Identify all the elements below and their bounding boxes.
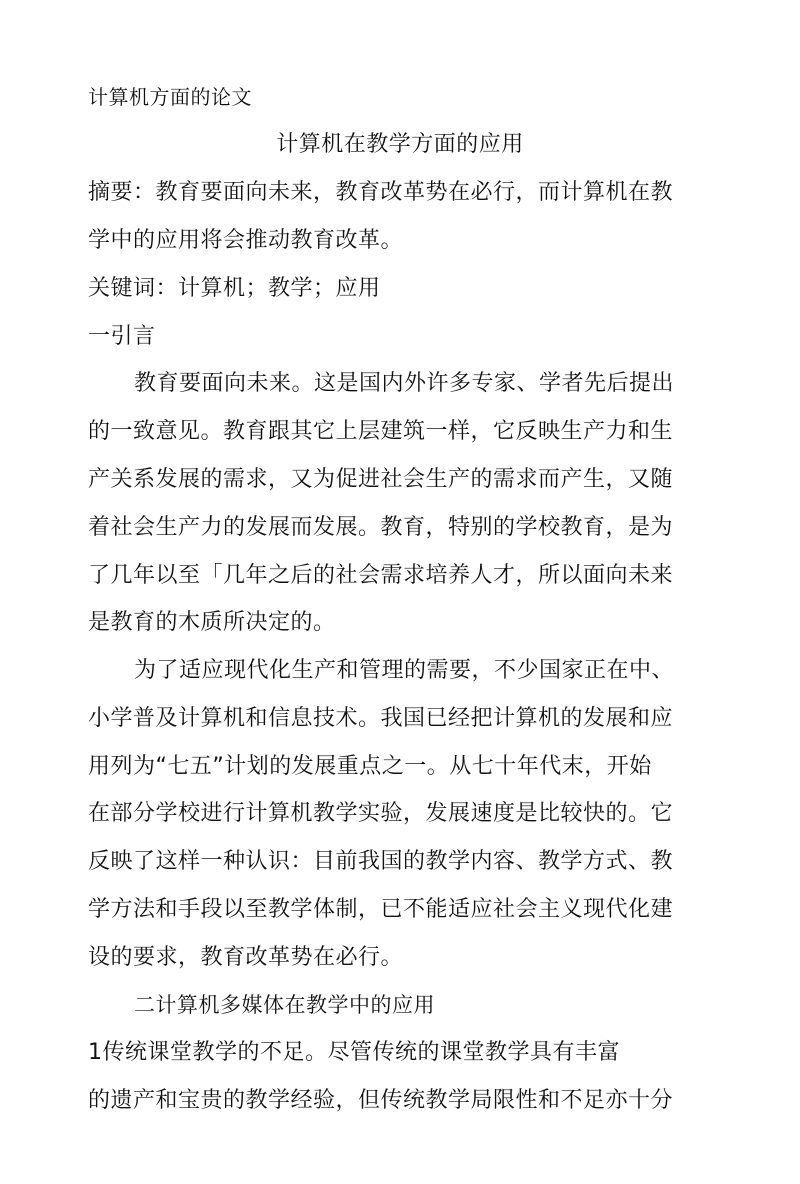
paragraph-line: 的一致意见。教育跟其它上层建筑一样，它反映生产力和生 — [88, 419, 674, 444]
keywords-line: 关键词：计算机；教学；应用 — [88, 276, 381, 301]
paragraph-line: 在部分学校进行计算机教学实验，发展速度是比较快的。它 — [88, 801, 674, 826]
paragraph-line: 教育要面向未来。这是国内外许多专家、学者先后提出 — [134, 371, 675, 396]
paragraph-line: 了几年以至「几年之后的社会需求培养人才，所以面向未来 — [88, 563, 674, 588]
document-title: 计算机在教学方面的应用 — [276, 132, 524, 157]
section-heading-multimedia: 二计算机多媒体在教学中的应用 — [134, 993, 435, 1017]
document-header: 计算机方面的论文 — [88, 85, 252, 109]
abstract-line: 学中的应用将会推动教育改革。 — [88, 228, 404, 253]
paragraph-line: 产关系发展的需求，又为促进社会生产的需求而产生，又随 — [88, 467, 674, 492]
paragraph-line: 学方法和手段以至教学体制，已不能适应社会主义现代化建 — [88, 897, 674, 922]
paragraph-line: 设的要求，教育改革势在必行。 — [88, 945, 404, 970]
section-heading-intro: 一引言 — [88, 324, 156, 349]
paragraph-line: 1传统课堂教学的不足。尽管传统的课堂教学具有丰富 — [88, 1040, 620, 1065]
abstract-line: 摘要：教育要面向未来，教育改革势在必行，而计算机在教 — [88, 180, 674, 205]
paragraph-line: 反映了这样一种认识：目前我国的教学内容、教学方式、教 — [88, 849, 674, 874]
paragraph-line: 着社会生产力的发展而发展。教育，特别的学校教育，是为 — [88, 515, 674, 540]
paragraph-line: 为了适应现代化生产和管理的需要，不少国家正在中、 — [134, 658, 675, 683]
paragraph-line: 小学普及计算机和信息技术。我国已经把计算机的发展和应 — [88, 706, 674, 731]
paragraph-line: 用列为“七五”计划的发展重点之一。从七十年代末，开始 — [88, 754, 652, 779]
paragraph-line: 的遗产和宝贵的教学经验，但传统教学局限性和不足亦十分 — [88, 1088, 674, 1113]
paragraph-line: 是教育的木质所决定的。 — [88, 610, 336, 635]
